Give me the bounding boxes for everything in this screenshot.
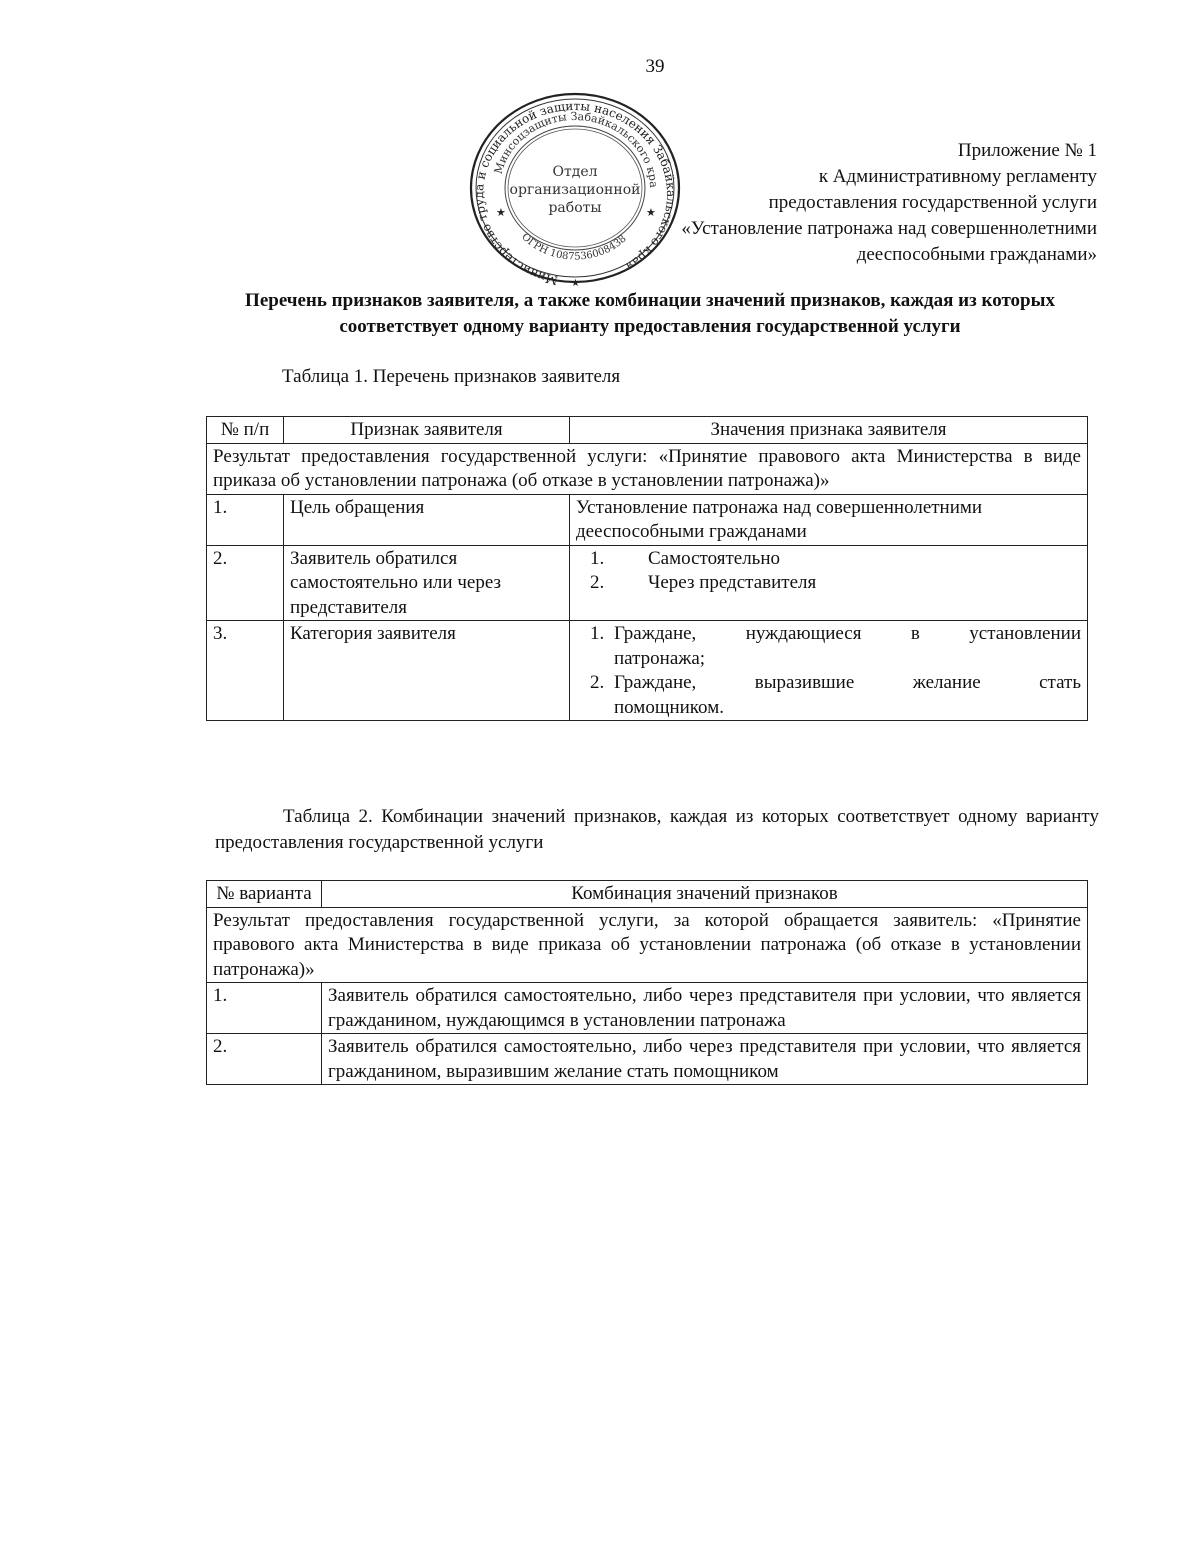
page-number: 39 xyxy=(645,56,665,77)
row-number: 1. xyxy=(207,983,322,1034)
list-item-text: Через представителя xyxy=(648,572,817,593)
row-text: Заявитель обратился самостоятельно, либо через представителя при условии, что является гражданином, выразившим желание стать помощником xyxy=(322,1034,1088,1085)
appendix-line: «Установление патронажа над совершеннолетними xyxy=(681,218,1097,239)
list-item-text xyxy=(614,622,1081,671)
seal-star-icon: ★ xyxy=(646,206,656,219)
seal-star-icon: ★ xyxy=(496,206,506,219)
row-feature: Категория заявителя xyxy=(284,621,570,721)
row-value: Установление патронажа над совершеннолетними дееспособными гражданами xyxy=(570,494,1088,545)
list-item-number: 1. xyxy=(590,547,605,569)
list-item-number: 1. xyxy=(590,623,605,644)
row-value xyxy=(570,545,1088,621)
document-heading: Перечень признаков заявителя, а также комбинации значений признаков, каждая из которых соответствует одному варианту предоставления государственной услуги xyxy=(245,290,1055,337)
list-item-text-line: патронажа; xyxy=(614,647,706,669)
row-feature: Заявитель обратился самостоятельно или через представителя xyxy=(284,545,570,621)
table-result-row xyxy=(207,443,1088,494)
list-item-text: Самостоятельно xyxy=(648,547,781,569)
row-text: Заявитель обратился самостоятельно, либо через представителя при условии, что является гражданином, нуждающимся в установлении патронажа xyxy=(322,983,1088,1034)
list-item-text-line: Граждане, выразившие желание стать xyxy=(614,672,1081,693)
appendix-line: дееспособными гражданами» xyxy=(856,244,1097,265)
seal-graphic xyxy=(462,78,684,289)
list-item xyxy=(576,571,1081,596)
list-item-text-line: помощником. xyxy=(614,696,724,718)
list-item xyxy=(576,622,1081,671)
result-cell: Результат предоставления государственной услуги: «Принятие правового акта Министерства в виде приказа об установлении патронажа (об отказе в установлении патронажа)» xyxy=(207,443,1088,494)
list-item xyxy=(576,671,1081,720)
list-item-text xyxy=(614,671,1081,720)
combinations-table xyxy=(206,880,1088,1085)
table-row xyxy=(207,983,1088,1034)
table-header-row xyxy=(207,417,1088,444)
seal-center-line-3: работы xyxy=(548,200,602,216)
header-cell: Значения признака заявителя xyxy=(570,417,1088,444)
table-row xyxy=(207,1034,1088,1085)
row-number: 3. xyxy=(207,621,284,721)
row-number: 2. xyxy=(207,545,284,621)
header-cell: Признак заявителя xyxy=(284,417,570,444)
row-feature: Цель обращения xyxy=(284,494,570,545)
seal-center-line-1: Отдел xyxy=(552,164,598,180)
table1-caption: Таблица 1. Перечень признаков заявителя xyxy=(282,366,621,387)
header-cell: № варианта xyxy=(207,881,322,908)
list-item-text-line: Граждане, нуждающиеся в установлении xyxy=(614,623,1081,644)
applicant-features-table xyxy=(206,416,1088,721)
row-number: 1. xyxy=(207,494,284,545)
seal-inner-text: Минсоцзащиты Забайкальского края xyxy=(462,78,661,189)
table-result-row xyxy=(207,907,1088,983)
table-row xyxy=(207,621,1088,721)
table-row xyxy=(207,494,1088,545)
table-header-row xyxy=(207,881,1088,908)
appendix-line: Приложение № 1 xyxy=(957,140,1097,161)
appendix-line: к Административному регламенту xyxy=(818,166,1097,187)
appendix-block xyxy=(681,138,1097,268)
list-item xyxy=(576,547,1081,572)
list-item-number: 2. xyxy=(590,572,605,593)
seal-ogrn-text: ОГРН 1087536008438 xyxy=(519,231,629,263)
seal-star-icon: ★ xyxy=(571,278,580,289)
seal-outer-text: Министерство труда и социальной защиты населения Забайкальского края xyxy=(472,98,679,288)
table2-caption: Таблица 2. Комбинации значений признаков, каждая из которых соответствует одному варианту предоставления государственной услуги xyxy=(215,806,1099,853)
header-cell: № п/п xyxy=(207,417,284,444)
appendix-line: предоставления государственной услуги xyxy=(768,192,1097,213)
seal-center-line-2: организационной xyxy=(509,182,641,198)
official-seal xyxy=(462,78,684,289)
table-row xyxy=(207,545,1088,621)
row-value xyxy=(570,621,1088,721)
header-cell: Комбинация значений признаков xyxy=(322,881,1088,908)
list-item-number: 2. xyxy=(590,672,605,693)
row-number: 2. xyxy=(207,1034,322,1085)
result-cell: Результат предоставления государственной услуги, за которой обращается заявитель: «Принятие правового акта Министерства в виде приказа об установлении патронажа (об отказе в установлении патронажа)» xyxy=(207,907,1088,983)
